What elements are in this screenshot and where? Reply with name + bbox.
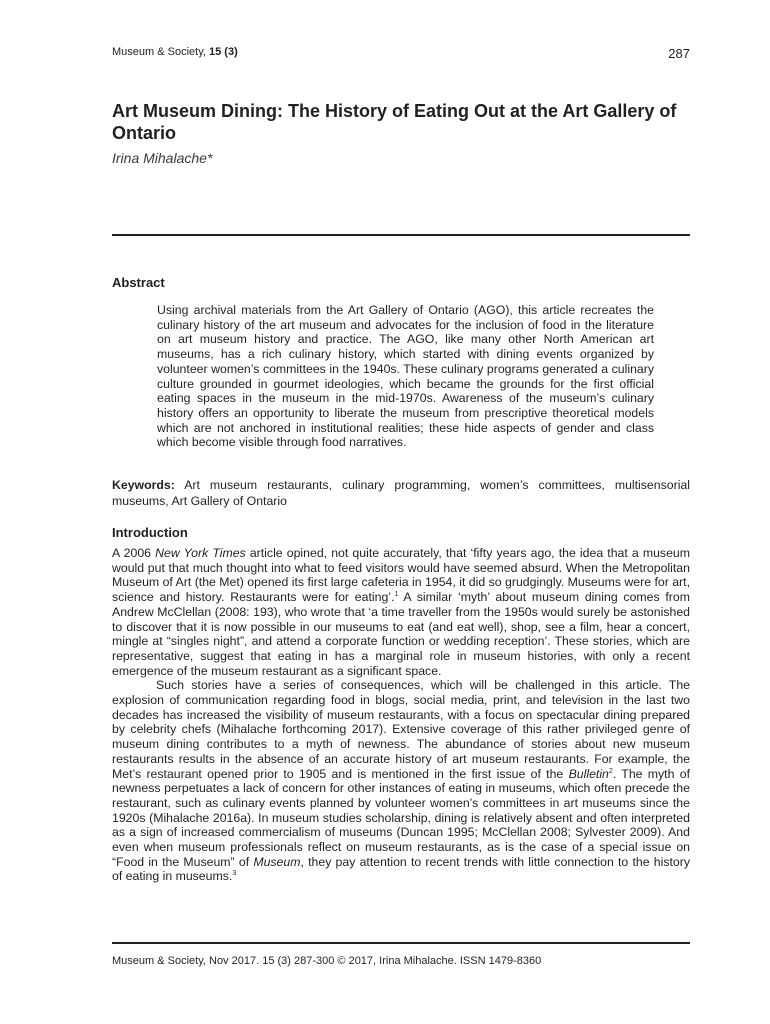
- museum-italic: Museum: [253, 854, 301, 869]
- p2-text-b: . The myth of newness perpetuates a lack of concern for other instances of eating in museums, which often precede the restaurant, such as culinary events planned by volunteer women’s committees in art museums since the 1920s (Mihalache 2016a). In museum studies scholarship, dining is relatively absent and often interpreted as a sign of increased commercialism of museums (Duncan 1995; McClellan 2008; Sylvester 2009). And even when museum professionals reflect on museum restaurants, as is the case of a special issue on “Food in the Museum” of: [112, 766, 690, 869]
- p1-text-c: A similar ‘myth’ about museum dining comes from Andrew McClellan (2008: 193), who wrote that ‘a time traveller from the 1950s would surely be astonished to discover that it is now possible in our museums to eat (and eat well), shop, see a film, hear a concert, mingle at “singles night”, and attend a corporate function or wedding reception’. These stories, which are representative, suggest that eating in has a marginal role in museum histories, with only a recent emergence of the museum restaurant as a significant space.: [112, 590, 690, 678]
- p1-text-b: article opined, not quite accurately, that ‘fifty years ago, the idea that a museum would put that much thought into what to feed visitors would have seemed absurd. When the Metropolitan Museum of Art (the Met) opened its first large cafeteria in 1954, it did so grudgingly. Museums were for art, science and history. Restaurants were for eating’.: [112, 546, 691, 605]
- introduction-heading: Introduction: [112, 525, 188, 540]
- author-name: Irina Mihalache*: [112, 150, 213, 166]
- paragraph-1: [112, 546, 690, 678]
- journal-name: Museum & Society,: [112, 46, 209, 58]
- p2-text-a: Such stories have a series of consequences, which will be challenged in this article. The explosion of communication regarding food in blogs, social media, print, and television in the last two decades has increased the visibility of museum restaurants, with a focus on spectacular dining prepared by celebrity chefs (Mihalache forthcoming 2017). Extensive coverage of this rather privileged genre of museum dining contributes to a myth of newness. The abundance of stories about new museum restaurants results in the absence of an accurate history of art museum restaurants. For example, the Met’s restaurant opened prior to 1905 and is mentioned in the first issue of the: [112, 678, 690, 781]
- volume-issue: 15 (3): [209, 46, 238, 58]
- page-number: 287: [668, 46, 690, 61]
- keywords-label: Keywords:: [112, 478, 175, 492]
- bulletin-italic: Bulletin: [568, 766, 609, 781]
- page-footer: Museum & Society, Nov 2017. 15 (3) 287-300 © 2017, Irina Mihalache. ISSN 1479-8360: [112, 955, 542, 967]
- abstract-text: Using archival materials from the Art Gallery of Ontario (AGO), this article recreates the culinary history of the art museum and advocates for the inclusion of food in the literature on art museum history and practice. The AGO, like many other North American art museums, has a rich culinary history, which started with dining events organized by volunteer women’s committees in the 1940s. These culinary programs generated a culinary culture grounded in gourmet ideologies, which became the grounds for the first official eating spaces in the museum in the mid-1970s. Awareness of the museum’s culinary history offers an opportunity to liberate the museum from prescriptive theoretical models which are not anchored in institutional realities; these hide aspects of gender and class which become visible through food narratives.: [157, 303, 654, 450]
- footer-divider: [112, 942, 690, 944]
- abstract-heading: Abstract: [112, 275, 165, 290]
- running-header: [112, 46, 238, 58]
- body-text: [112, 546, 690, 884]
- keywords-text: Art museum restaurants, culinary programming, women’s committees, multisensorial museums, Art Gallery of Ontario: [112, 478, 690, 508]
- paragraph-2: [112, 678, 690, 884]
- keywords: [112, 477, 690, 509]
- p1-text-a: A 2006: [112, 546, 156, 560]
- title-divider: [112, 234, 690, 236]
- nyt-italic: New York Times: [155, 546, 246, 560]
- p2-text-c: , they pay attention to recent trends with little connection to the history of eating in museums.: [112, 854, 690, 884]
- footnote-ref-1[interactable]: 1: [394, 591, 399, 599]
- footnote-ref-3[interactable]: 3: [232, 870, 237, 878]
- article-title: Art Museum Dining: The History of Eating Out at the Art Gallery of Ontario: [112, 101, 677, 143]
- footnote-ref-2[interactable]: 2: [608, 767, 613, 775]
